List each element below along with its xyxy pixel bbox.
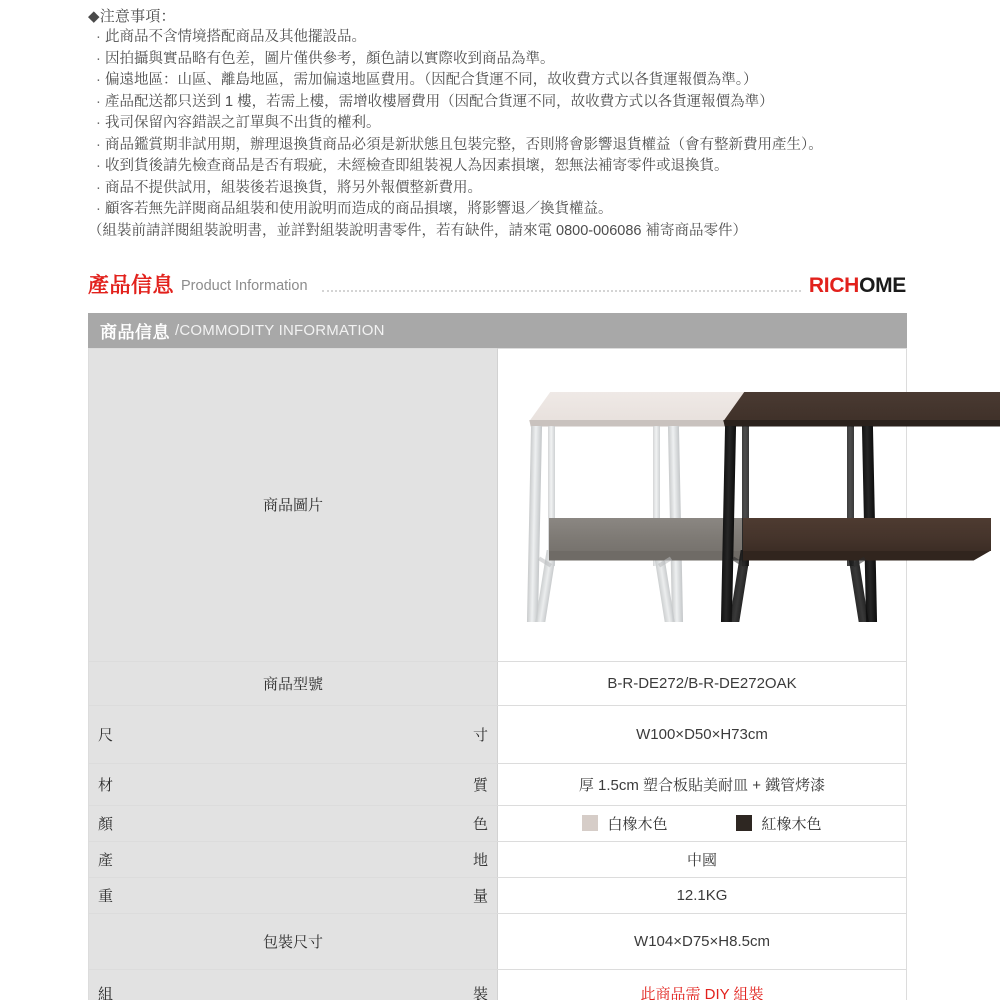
row-value-package-size: W104×D75×H8.5cm [498,913,907,969]
table-row [89,877,907,913]
notice-title: ◆注意事項： [88,8,176,25]
bullet-icon: · [96,158,101,174]
row-label-assembly-char-a: 組 [98,985,114,1000]
color-swatch-icon [736,815,752,831]
richome-logo-rich: RICH [808,274,860,297]
row-label-material-char-a: 材 [98,776,114,794]
color-option-label: 白橡木色 [607,815,668,833]
notice-line-text: 偏遠地區：山區、離島地區，需加偏遠地區費用。（因配合貨運不同，故收費方式以各貨運報價為準。） [105,72,758,88]
product-information-header [88,266,906,298]
product-information-title-cn: 產品信息 [88,274,174,297]
tabletop-edge [714,420,1000,427]
row-label-material-char-b: 質 [472,776,488,794]
specification-table [88,313,907,1000]
notice-line-text: 商品鑑賞期非試用期，辦理退換貨商品必須是新狀態且包裝完整，否則將會影響退貨權益（會有整新費用產生）。 [105,136,823,153]
notice-line-text: 此商品不含情境搭配商品及其他擺設品。 [105,29,366,45]
notice-line [88,178,918,200]
row-label-size-char-a: 尺 [98,726,114,744]
notice-line [88,135,918,157]
row-value-model: B-R-DE272/B-R-DE272OAK [498,661,907,705]
row-label-model: 商品型號 [89,661,498,705]
table-shelf-surface [743,518,991,551]
notice-line [88,113,918,135]
row-label-assembly-char-b: 裝 [472,985,488,1000]
row-label-package-size: 包裝尺寸 [89,913,498,969]
notice-line [88,199,918,221]
color-option-white-oak[interactable] [582,813,667,834]
bullet-icon: · [96,115,101,131]
notice-line-text: 因拍攝與實品略有色差，圖片僅供參考，顏色請以實際收到商品為準。 [105,50,555,67]
notice-line [88,156,918,178]
commodity-information-header [88,313,907,348]
row-label-material [89,763,498,805]
bullet-icon: · [96,50,101,67]
table-row [89,661,907,705]
notice-line-text: 商品不提供試用，組裝後若退換貨，將另外報價整新費用。 [105,179,482,196]
row-label-color-char-b: 色 [472,815,488,833]
row-label-size-char-b: 寸 [472,726,488,744]
notice-block [88,6,918,242]
row-label-origin-char-a: 產 [98,851,114,869]
row-label-product-image: 商品圖片 [89,348,498,661]
row-label-assembly [89,969,498,1000]
table-row [89,841,907,877]
table-row [89,705,907,763]
row-value-origin: 中國 [498,841,907,877]
row-label-origin [89,841,498,877]
notice-line-text: 收到貨後請先檢查商品是否有瑕疵，未經檢查即組裝視人為因素損壞，恕無法補寄零件或退換貨。 [105,158,729,174]
product-image-red-oak[interactable] [702,380,896,630]
bullet-icon: · [96,201,101,217]
notice-line-text: 產品配送都只送到 1 樓，若需上樓，需增收樓層費用（因配合貨運不同，故收費方式以各貨運報價為準） [105,93,774,110]
notice-footnote: （組裝前請詳閱組裝說明書，並詳對組裝說明書零件，若有缺件，請來電 0800-006086 補寄商品零件） [88,222,748,239]
bullet-icon: · [96,179,101,196]
tabletop-surface [714,392,1000,422]
table-row [89,805,907,841]
row-label-weight-char-a: 重 [98,887,114,905]
color-option-red-oak[interactable] [736,813,821,834]
notice-line [88,92,918,114]
commodity-header-cn: 商品信息 [100,323,170,342]
table-shelf-edge [743,551,991,561]
row-value-weight: 12.1KG [498,877,907,913]
product-image-gallery [508,355,896,655]
bullet-icon: · [96,29,101,45]
commodity-header-en: /COMMODITY INFORMATION [175,322,385,339]
color-option-label: 紅橡木色 [761,815,822,833]
dotted-divider [322,290,801,292]
richome-logo [809,274,906,297]
table-row [89,348,907,661]
notice-line [88,49,918,71]
product-information-title-en: Product Information [181,278,308,294]
richome-logo-ome: OME [859,274,906,297]
row-label-color [89,805,498,841]
color-option-list [508,813,896,834]
bullet-icon: · [96,72,101,88]
row-value-material: 厚 1.5cm 塑合板貼美耐皿 + 鐵管烤漆 [498,763,907,805]
row-label-color-char-a: 顏 [98,815,114,833]
row-label-weight-char-b: 量 [472,887,488,905]
notice-line-text: 顧客若無先詳閱商品組裝和使用說明而造成的商品損壞，將影響退／換貨權益。 [105,201,613,217]
table-row [89,763,907,805]
notice-line [88,70,918,92]
row-value-assembly: 此商品需 DIY 組裝 [498,969,907,1000]
bullet-icon: · [96,136,101,153]
row-value-product-image [498,348,907,661]
row-label-size [89,705,498,763]
table-row [89,913,907,969]
bullet-icon: · [96,93,101,110]
row-label-weight [89,877,498,913]
notice-line [88,27,918,49]
product-image-white-oak[interactable] [508,380,702,630]
row-value-color [498,805,907,841]
table-row [89,969,907,1000]
row-label-origin-char-b: 地 [472,851,488,869]
color-swatch-icon [582,815,598,831]
row-value-size: W100×D50×H73cm [498,705,907,763]
notice-line-text: 我司保留內容錯誤之訂單與不出貨的權利。 [105,115,381,131]
